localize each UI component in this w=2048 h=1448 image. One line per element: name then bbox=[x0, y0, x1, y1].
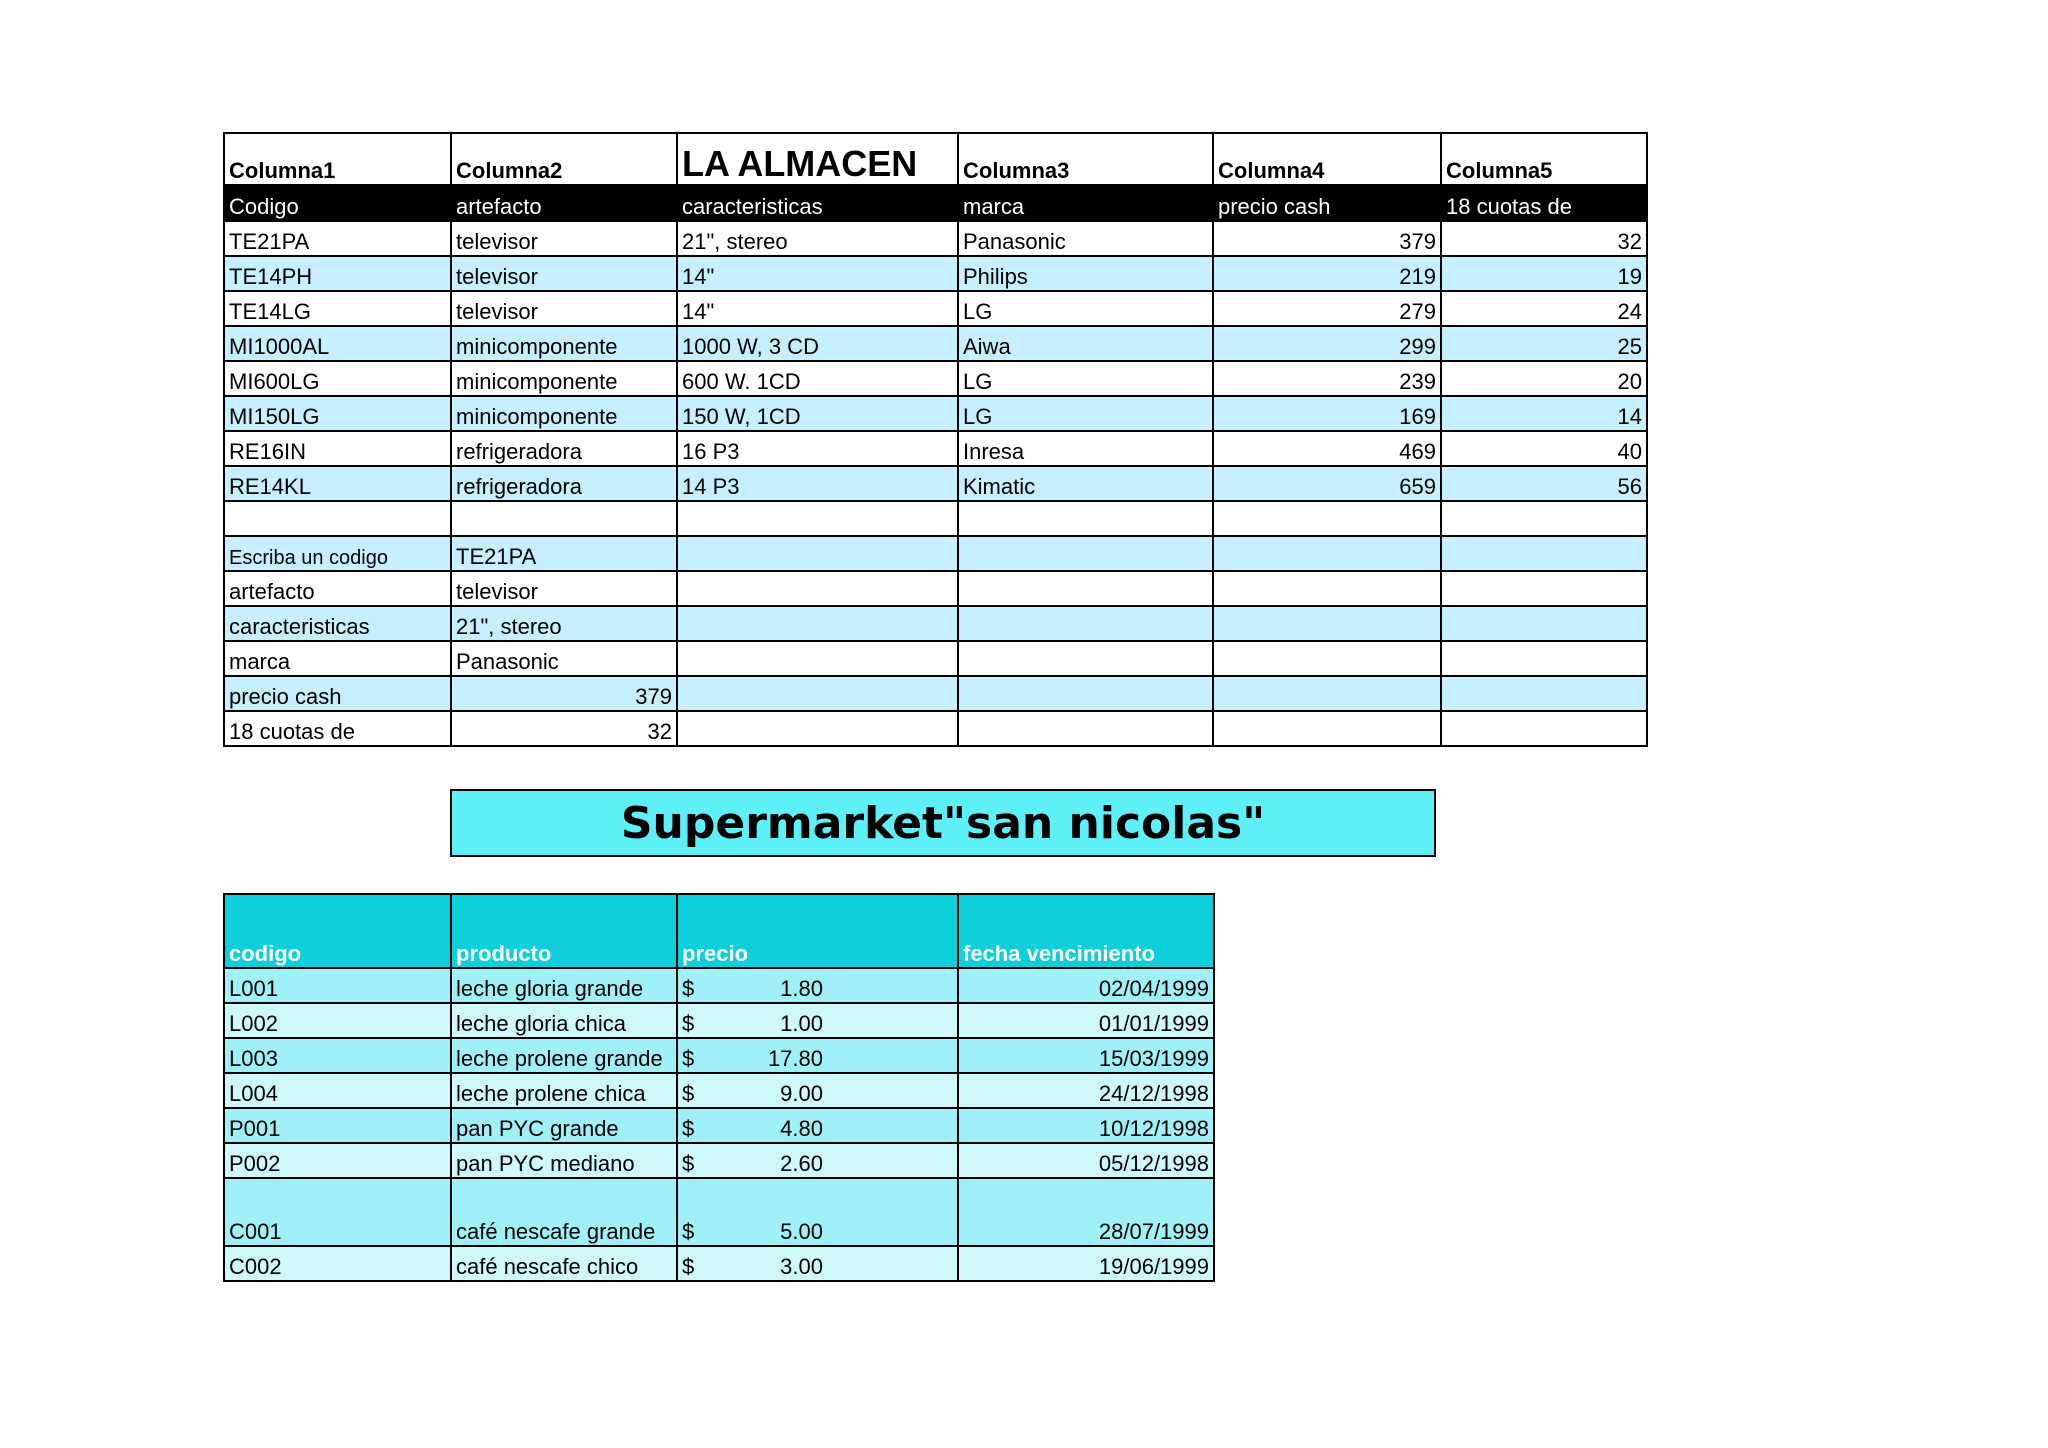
subheader-cell[interactable]: marca bbox=[958, 185, 1213, 221]
table-cell[interactable]: 600 W. 1CD bbox=[677, 361, 958, 396]
table-cell[interactable]: refrigeradora bbox=[451, 466, 677, 501]
lookup-row bbox=[224, 641, 1647, 676]
table-cell[interactable]: Inresa bbox=[958, 431, 1213, 466]
header-cell[interactable]: Columna3 bbox=[958, 133, 1213, 185]
table-cell[interactable] bbox=[958, 536, 1213, 571]
table-cell[interactable]: 299 bbox=[1213, 326, 1441, 361]
table-cell[interactable]: minicomponente bbox=[451, 361, 677, 396]
almacen-body bbox=[224, 221, 1647, 746]
price-amount: 1.80 bbox=[780, 976, 823, 1001]
table-cell[interactable] bbox=[1441, 536, 1647, 571]
price-value bbox=[682, 1048, 953, 1070]
table-cell[interactable]: 1000 W, 3 CD bbox=[677, 326, 958, 361]
subheader-cell[interactable]: precio cash bbox=[1213, 185, 1441, 221]
table-cell[interactable] bbox=[958, 641, 1213, 676]
table-row bbox=[224, 1178, 1214, 1246]
table-cell[interactable]: leche prolene chica bbox=[451, 1073, 677, 1108]
table-cell[interactable] bbox=[1441, 571, 1647, 606]
table-cell[interactable] bbox=[677, 1038, 958, 1073]
table-cell[interactable] bbox=[677, 676, 958, 711]
table-cell[interactable] bbox=[1213, 571, 1441, 606]
lookup-row bbox=[224, 711, 1647, 746]
table-row bbox=[224, 361, 1647, 396]
table-cell[interactable]: marca bbox=[224, 641, 451, 676]
table-cell[interactable]: 05/12/1998 bbox=[958, 1143, 1214, 1178]
currency-symbol: $ bbox=[682, 1046, 695, 1071]
table-cell[interactable]: P002 bbox=[224, 1143, 451, 1178]
table-cell[interactable]: leche gloria grande bbox=[451, 968, 677, 1003]
price-amount: 2.60 bbox=[780, 1151, 823, 1176]
table-cell[interactable]: C002 bbox=[224, 1246, 451, 1281]
price-value bbox=[682, 1256, 953, 1278]
almacen-header-row bbox=[224, 133, 1647, 185]
table-cell[interactable]: 19 bbox=[1441, 256, 1647, 291]
table-row bbox=[224, 326, 1647, 361]
supermarket-banner bbox=[450, 789, 1436, 857]
table-cell[interactable] bbox=[677, 711, 958, 746]
table-cell[interactable]: MI600LG bbox=[224, 361, 451, 396]
table-cell[interactable]: 21", stereo bbox=[677, 221, 958, 256]
supermarket-header-row bbox=[224, 894, 1214, 968]
table-cell[interactable]: 379 bbox=[1213, 221, 1441, 256]
lookup-row bbox=[224, 676, 1647, 711]
currency-symbol: $ bbox=[682, 1011, 695, 1036]
table-cell[interactable] bbox=[1213, 641, 1441, 676]
table-cell[interactable]: 21", stereo bbox=[451, 606, 677, 641]
table-row bbox=[224, 1143, 1214, 1178]
table-cell[interactable]: 169 bbox=[1213, 396, 1441, 431]
table-cell[interactable] bbox=[958, 676, 1213, 711]
table-cell[interactable]: Panasonic bbox=[451, 641, 677, 676]
table-row bbox=[224, 221, 1647, 256]
table-cell[interactable] bbox=[1441, 501, 1647, 536]
table-cell[interactable] bbox=[1441, 711, 1647, 746]
table-cell[interactable]: pan PYC grande bbox=[451, 1108, 677, 1143]
table-row bbox=[224, 256, 1647, 291]
table-cell[interactable]: televisor bbox=[451, 571, 677, 606]
table-cell[interactable]: refrigeradora bbox=[451, 431, 677, 466]
table-cell[interactable]: 24 bbox=[1441, 291, 1647, 326]
table-cell[interactable] bbox=[677, 501, 958, 536]
table-cell[interactable] bbox=[677, 536, 958, 571]
header-cell[interactable]: fecha vencimiento bbox=[958, 894, 1214, 968]
table-cell[interactable]: LG bbox=[958, 396, 1213, 431]
table-cell[interactable]: LG bbox=[958, 291, 1213, 326]
supermarket-body bbox=[224, 968, 1214, 1281]
table-cell[interactable] bbox=[677, 1003, 958, 1038]
empty-row bbox=[224, 501, 1647, 536]
table-cell[interactable] bbox=[1441, 641, 1647, 676]
table-cell[interactable] bbox=[1213, 536, 1441, 571]
table-cell[interactable] bbox=[677, 606, 958, 641]
banner-title[interactable]: Supermarket"san nicolas" bbox=[620, 797, 1266, 849]
table-cell[interactable] bbox=[677, 1143, 958, 1178]
price-value bbox=[682, 1118, 953, 1140]
table-cell[interactable]: 279 bbox=[1213, 291, 1441, 326]
table-cell[interactable]: Philips bbox=[958, 256, 1213, 291]
currency-symbol: $ bbox=[682, 1116, 695, 1141]
table-cell[interactable] bbox=[224, 501, 451, 536]
table-cell[interactable]: Panasonic bbox=[958, 221, 1213, 256]
subheader-cell[interactable]: 18 cuotas de bbox=[1441, 185, 1647, 221]
currency-symbol: $ bbox=[682, 1081, 695, 1106]
lookup-row bbox=[224, 606, 1647, 641]
header-cell[interactable]: Columna4 bbox=[1213, 133, 1441, 185]
currency-symbol: $ bbox=[682, 976, 695, 1001]
table-cell[interactable]: 10/12/1998 bbox=[958, 1108, 1214, 1143]
table-row bbox=[224, 1038, 1214, 1073]
table-cell[interactable]: Aiwa bbox=[958, 326, 1213, 361]
supermarket-table bbox=[223, 893, 1215, 1282]
table-cell[interactable]: pan PYC mediano bbox=[451, 1143, 677, 1178]
lookup-row bbox=[224, 536, 1647, 571]
table-cell[interactable]: 379 bbox=[451, 676, 677, 711]
almacen-table bbox=[223, 132, 1648, 747]
table-cell[interactable]: TE14PH bbox=[224, 256, 451, 291]
table-cell[interactable] bbox=[677, 1108, 958, 1143]
table-cell[interactable]: caracteristicas bbox=[224, 606, 451, 641]
table-cell[interactable]: L003 bbox=[224, 1038, 451, 1073]
table-row bbox=[224, 1108, 1214, 1143]
table-cell[interactable]: café nescafe chico bbox=[451, 1246, 677, 1281]
table-cell[interactable]: P001 bbox=[224, 1108, 451, 1143]
header-cell[interactable]: codigo bbox=[224, 894, 451, 968]
almacen-subheader-row bbox=[224, 185, 1647, 221]
price-value bbox=[682, 1153, 953, 1175]
table-cell[interactable] bbox=[677, 1073, 958, 1108]
table-cell[interactable] bbox=[677, 1178, 958, 1246]
table-cell[interactable]: RE16IN bbox=[224, 431, 451, 466]
table-cell[interactable]: LG bbox=[958, 361, 1213, 396]
table-cell[interactable]: precio cash bbox=[224, 676, 451, 711]
table-cell[interactable]: RE14KL bbox=[224, 466, 451, 501]
table-cell[interactable]: 19/06/1999 bbox=[958, 1246, 1214, 1281]
table-cell[interactable]: minicomponente bbox=[451, 326, 677, 361]
table-cell[interactable] bbox=[677, 641, 958, 676]
table-cell[interactable] bbox=[451, 501, 677, 536]
price-amount: 5.00 bbox=[780, 1219, 823, 1244]
table-cell[interactable]: 32 bbox=[1441, 221, 1647, 256]
table-cell[interactable]: 56 bbox=[1441, 466, 1647, 501]
price-value bbox=[682, 1221, 953, 1243]
table-cell[interactable]: artefacto bbox=[224, 571, 451, 606]
table-cell[interactable]: TE21PA bbox=[451, 536, 677, 571]
header-cell[interactable]: precio bbox=[677, 894, 958, 968]
table-cell[interactable]: 16 P3 bbox=[677, 431, 958, 466]
table-cell[interactable]: 14 P3 bbox=[677, 466, 958, 501]
table-cell[interactable] bbox=[1213, 711, 1441, 746]
currency-symbol: $ bbox=[682, 1151, 695, 1176]
table-cell[interactable] bbox=[677, 1246, 958, 1281]
table-cell[interactable]: televisor bbox=[451, 256, 677, 291]
table-row bbox=[224, 466, 1647, 501]
table-row bbox=[224, 968, 1214, 1003]
table-cell[interactable]: 40 bbox=[1441, 431, 1647, 466]
table-cell[interactable]: L004 bbox=[224, 1073, 451, 1108]
header-cell[interactable]: producto bbox=[451, 894, 677, 968]
table-row bbox=[224, 1246, 1214, 1281]
table-cell[interactable]: MI1000AL bbox=[224, 326, 451, 361]
table-cell[interactable]: Kimatic bbox=[958, 466, 1213, 501]
table-cell[interactable]: café nescafe grande bbox=[451, 1178, 677, 1246]
price-amount: 9.00 bbox=[780, 1081, 823, 1106]
table-cell[interactable] bbox=[958, 501, 1213, 536]
lookup-row bbox=[224, 571, 1647, 606]
table-cell[interactable]: L001 bbox=[224, 968, 451, 1003]
header-cell[interactable]: Columna1 bbox=[224, 133, 451, 185]
table-cell[interactable]: televisor bbox=[451, 221, 677, 256]
price-amount: 4.80 bbox=[780, 1116, 823, 1141]
table-row bbox=[224, 396, 1647, 431]
table-cell[interactable]: TE14LG bbox=[224, 291, 451, 326]
header-cell[interactable]: Columna5 bbox=[1441, 133, 1647, 185]
table-cell[interactable]: 25 bbox=[1441, 326, 1647, 361]
price-amount: 1.00 bbox=[780, 1011, 823, 1036]
table-cell[interactable]: 02/04/1999 bbox=[958, 968, 1214, 1003]
table-cell[interactable]: 14" bbox=[677, 256, 958, 291]
table-cell[interactable] bbox=[958, 571, 1213, 606]
table-cell[interactable]: 239 bbox=[1213, 361, 1441, 396]
table-cell[interactable]: 28/07/1999 bbox=[958, 1178, 1214, 1246]
table-cell[interactable] bbox=[958, 711, 1213, 746]
table-cell[interactable]: minicomponente bbox=[451, 396, 677, 431]
table-cell[interactable]: Escriba un codigo bbox=[224, 536, 451, 571]
table-row bbox=[224, 291, 1647, 326]
table-cell[interactable]: C001 bbox=[224, 1178, 451, 1246]
subheader-cell[interactable]: artefacto bbox=[451, 185, 677, 221]
subheader-cell[interactable]: Codigo bbox=[224, 185, 451, 221]
table-cell[interactable] bbox=[1441, 676, 1647, 711]
table-row bbox=[224, 431, 1647, 466]
table-cell[interactable]: leche prolene grande bbox=[451, 1038, 677, 1073]
table-cell[interactable]: leche gloria chica bbox=[451, 1003, 677, 1038]
table-cell[interactable]: L002 bbox=[224, 1003, 451, 1038]
table-cell[interactable]: 15/03/1999 bbox=[958, 1038, 1214, 1073]
table-row bbox=[224, 1003, 1214, 1038]
table-cell[interactable] bbox=[677, 571, 958, 606]
header-cell[interactable]: Columna2 bbox=[451, 133, 677, 185]
price-amount: 17.80 bbox=[767, 1046, 823, 1071]
table-cell[interactable]: televisor bbox=[451, 291, 677, 326]
table-row bbox=[224, 1073, 1214, 1108]
table-cell[interactable]: 14" bbox=[677, 291, 958, 326]
table-cell[interactable] bbox=[1213, 606, 1441, 641]
table-cell[interactable]: 659 bbox=[1213, 466, 1441, 501]
currency-symbol: $ bbox=[682, 1254, 695, 1279]
table-cell[interactable]: 219 bbox=[1213, 256, 1441, 291]
table-cell[interactable] bbox=[1213, 501, 1441, 536]
table-cell[interactable] bbox=[1441, 606, 1647, 641]
table-cell[interactable]: 14 bbox=[1441, 396, 1647, 431]
table-cell[interactable]: 150 W, 1CD bbox=[677, 396, 958, 431]
table-cell[interactable]: TE21PA bbox=[224, 221, 451, 256]
table-cell[interactable] bbox=[1213, 676, 1441, 711]
price-value bbox=[682, 978, 953, 1000]
table-cell[interactable]: 01/01/1999 bbox=[958, 1003, 1214, 1038]
table-title[interactable]: LA ALMACEN bbox=[677, 133, 958, 185]
table-cell[interactable]: 32 bbox=[451, 711, 677, 746]
table-cell[interactable]: MI150LG bbox=[224, 396, 451, 431]
table-cell[interactable]: 18 cuotas de bbox=[224, 711, 451, 746]
table-cell[interactable] bbox=[958, 606, 1213, 641]
price-amount: 3.00 bbox=[780, 1254, 823, 1279]
table-cell[interactable]: 20 bbox=[1441, 361, 1647, 396]
table-cell[interactable] bbox=[677, 968, 958, 1003]
table-cell[interactable]: 469 bbox=[1213, 431, 1441, 466]
table-cell[interactable]: 24/12/1998 bbox=[958, 1073, 1214, 1108]
price-value bbox=[682, 1083, 953, 1105]
subheader-cell[interactable]: caracteristicas bbox=[677, 185, 958, 221]
price-value bbox=[682, 1013, 953, 1035]
currency-symbol: $ bbox=[682, 1219, 695, 1244]
